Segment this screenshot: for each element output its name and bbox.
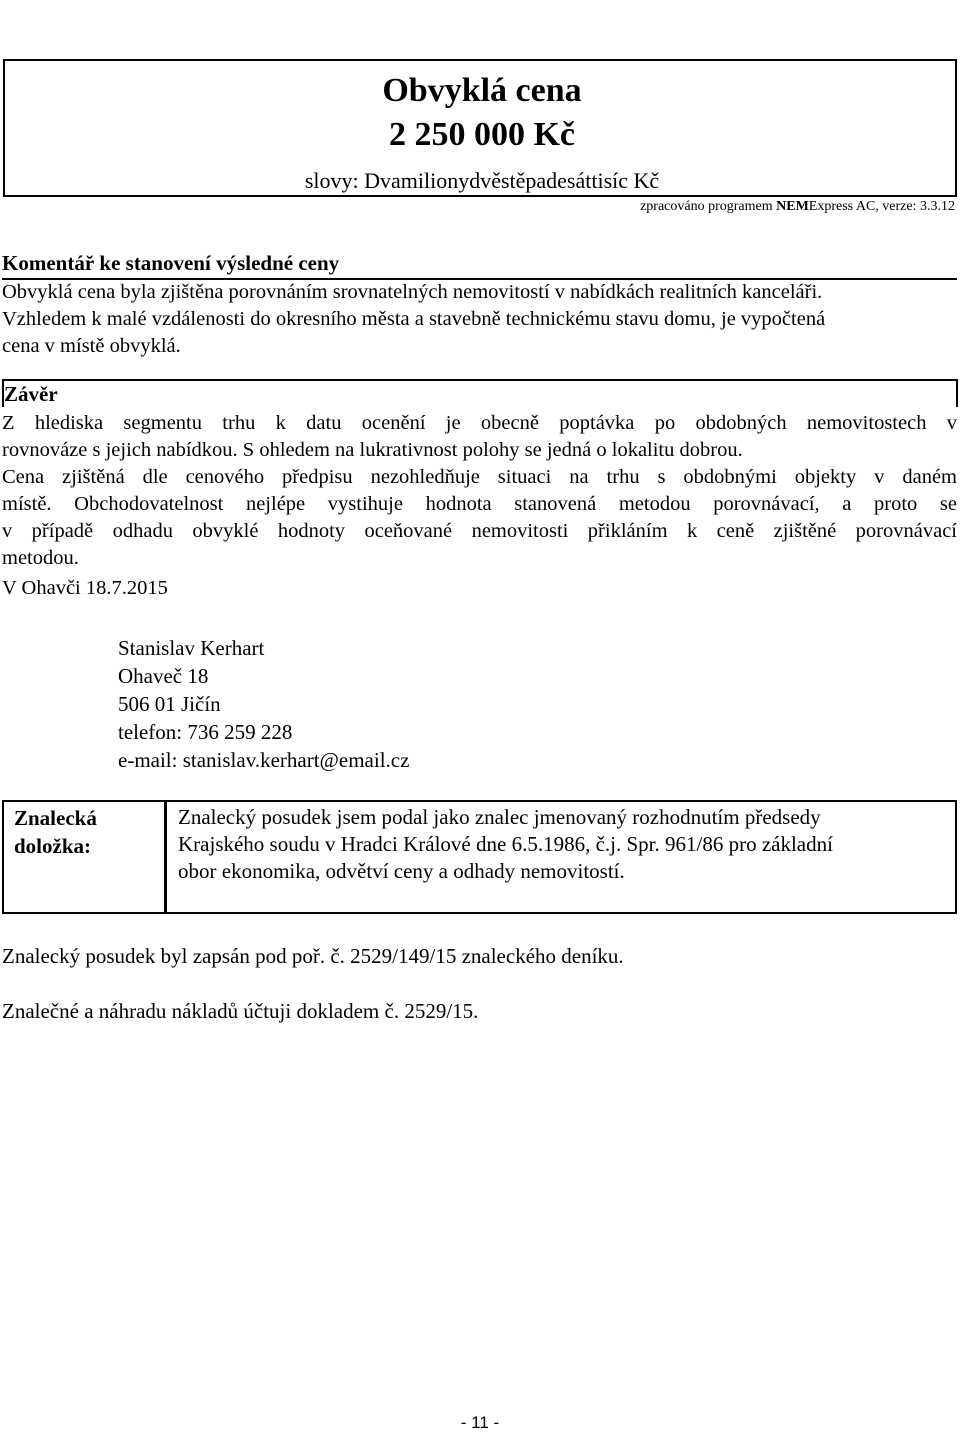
price-amount: 2 250 000 Kč [388,116,576,153]
comment-line: Vzhledem k malé vzdálenosti do okresního města a stavebně technickému stavu domu, je vypočtená [2,308,826,330]
program-note-prefix: zpracováno programem [640,199,777,214]
expert-clause-label [14,804,97,860]
comment-line: Obvyklá cena byla zjištěna porovnáním srovnatelných nemovitostí v nabídkách realitních kanceláři. [2,281,823,303]
place-date: V Ohavči 18.7.2015 [2,577,168,599]
comment-heading: Komentář ke stanovení výsledné ceny [2,251,340,275]
comment-line: cena v místě obvyklá. [2,335,181,357]
signature-name: Stanislav Kerhart [118,636,265,660]
conclusion-line: rovnováze s jejich nabídkou. S ohledem na lukrativnost polohy se jedná o lokalitu dobrou. [2,439,743,461]
conclusion-heading: Závěr [4,382,58,406]
conclusion-body [2,410,957,572]
program-note-brand: NEM [776,199,809,214]
signature-street: Ohaveč 18 [118,664,209,688]
program-note [0,199,955,215]
conclusion-line: metodou. [2,547,79,569]
program-note-suffix: Express AC, verze: 3.3.12 [808,199,955,214]
expert-clause-label-line: Znalecká [14,806,97,830]
expert-clause-line: obor ekonomika, odvětví ceny a odhady nemovitostí. [178,859,625,883]
expert-clause-line: Znalecký posudek jsem podal jako znalec jmenovaný rozhodnutím předsedy [178,805,821,829]
expert-clause-label-line: doložka: [14,834,92,858]
conclusion-line: místě. Obchodovatelnost nejlépe vystihuje hodnota stanovená metodou porovnávací, a proto se [2,493,957,515]
expert-clause-line: Krajského soudu v Hradci Králové dne 6.5.1986, č.j. Spr. 961/86 pro základní [178,832,833,856]
signature-phone: telefon: 736 259 228 [118,720,293,744]
conclusion-line: v případě odhadu obvyklé hodnoty oceňované nemovitosti přikláním k ceně zjištěné porovnávací [2,520,957,542]
expert-clause-text [178,804,938,885]
price-box [3,59,957,197]
price-title: Obvyklá cena [382,72,582,109]
conclusion-line: Z hlediska segmentu trhu k datu ocenění je obecně poptávka po obdobných nemovitostech v [2,412,957,434]
conclusion-line: Cena zjištěná dle cenového předpisu nezohledňuje situaci na trhu s obdobnými objekty v daném [2,466,957,488]
comment-body [2,279,957,360]
page-number: - 11 - [460,1413,500,1432]
expert-clause-divider [164,800,167,914]
signature-city: 506 01 Jičín [118,692,221,716]
register-note: Znalecký posudek byl zapsán pod poř. č. 2529/149/15 znaleckého deníku. [2,944,624,968]
conclusion-heading-box [2,379,958,407]
fee-note: Znalečné a náhradu nákladů účtuji dokladem č. 2529/15. [2,999,479,1023]
price-in-words: slovy: Dvamilionydvěstěpadesáttisíc Kč [304,168,660,193]
signature-email: e-mail: stanislav.kerhart@email.cz [118,748,410,772]
